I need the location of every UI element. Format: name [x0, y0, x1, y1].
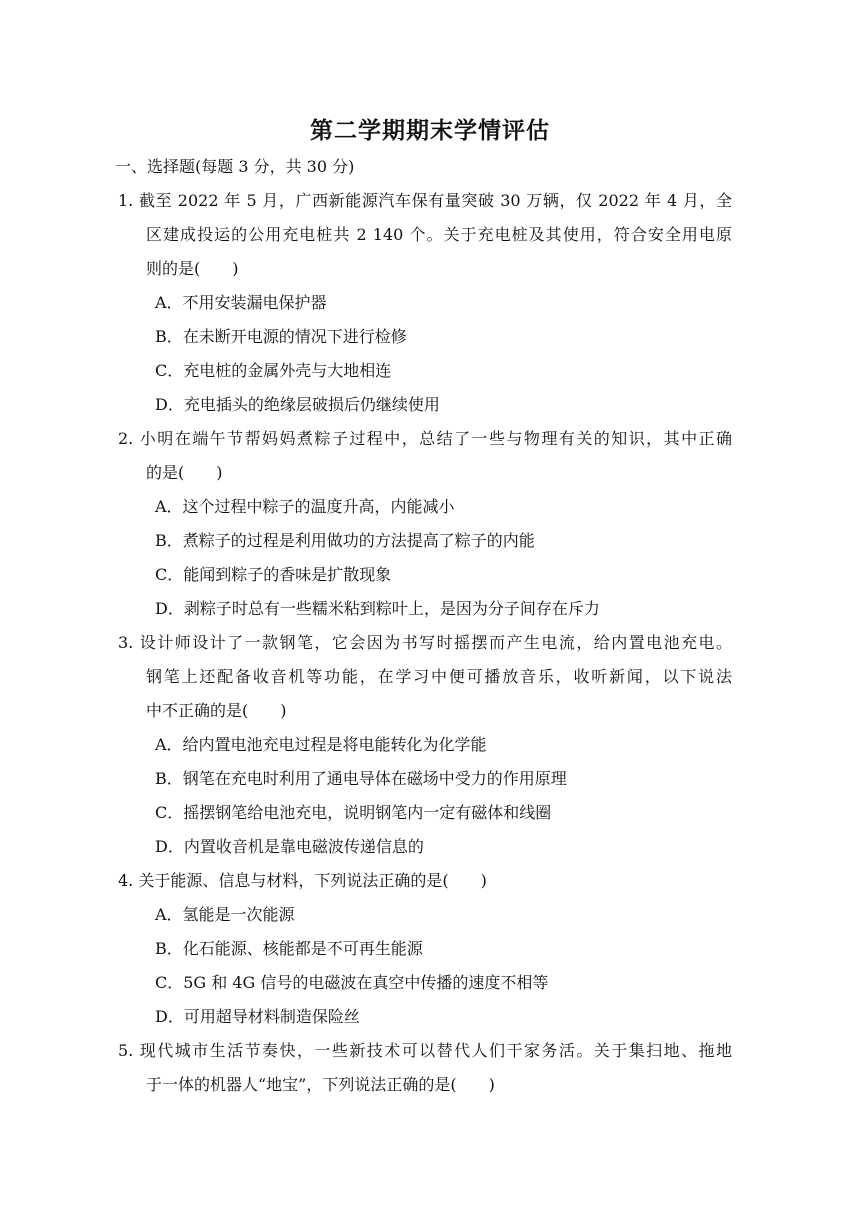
- question-3-line-2: 钢笔上还配备收音机等功能，在学习中便可播放音乐，收听新闻，以下说法: [146, 667, 732, 686]
- question-4-line-1: 4. 关于能源、信息与材料，下列说法正确的是( ): [118, 871, 487, 890]
- question-5-line-2: 于一体的机器人“地宝”，下列说法正确的是( ): [146, 1075, 495, 1094]
- question-1-line-3: 则的是( ): [146, 259, 239, 278]
- question-3-option-d: D．内置收音机是靠电磁波传递信息的: [155, 837, 424, 856]
- question-4-option-c: C．5G 和 4G 信号的电磁波在真空中传播的速度不相等: [155, 973, 549, 992]
- question-3-line-1: 3. 设计师设计了一款钢笔，它会因为书写时摇摆而产生电流，给内置电池充电。: [118, 633, 732, 652]
- question-1-option-c: C．充电桩的金属外壳与大地相连: [155, 361, 392, 380]
- question-3-line-3: 中不正确的是( ): [146, 701, 287, 720]
- question-3-option-b: B．钢笔在充电时利用了通电导体在磁场中受力的作用原理: [155, 769, 567, 788]
- question-4-option-d: D．可用超导材料制造保险丝: [155, 1007, 360, 1026]
- question-4-option-b: B．化石能源、核能都是不可再生能源: [155, 939, 423, 958]
- question-2-option-d: D．剥粽子时总有一些糯米粘到粽叶上，是因为分子间存在斥力: [155, 599, 600, 618]
- question-4-option-a: A．氢能是一次能源: [155, 905, 295, 924]
- question-1-option-b: B．在未断开电源的情况下进行检修: [155, 327, 407, 346]
- question-5-line-1: 5. 现代城市生活节奏快，一些新技术可以替代人们干家务活。关于集扫地、拖地: [118, 1041, 732, 1060]
- question-1-option-a: A．不用安装漏电保护器: [155, 293, 327, 312]
- question-1-line-2: 区建成投运的公用充电桩共 2 140 个。关于充电桩及其使用，符合安全用电原: [146, 225, 732, 244]
- page-title: 第二学期期末学情评估: [310, 118, 550, 144]
- question-2-option-c: C．能闻到粽子的香味是扩散现象: [155, 565, 392, 584]
- section-heading: 一、选择题(每题 3 分，共 30 分): [115, 157, 355, 176]
- question-2-line-2: 的是( ): [146, 463, 223, 482]
- question-2-option-a: A．这个过程中粽子的温度升高，内能减小: [155, 497, 455, 516]
- question-1-option-d: D．充电插头的绝缘层破损后仍继续使用: [155, 395, 440, 414]
- question-1-line-1: 1. 截至 2022 年 5 月，广西新能源汽车保有量突破 30 万辆，仅 2022 年 4 月，全: [118, 191, 732, 210]
- question-2-option-b: B．煮粽子的过程是利用做功的方法提高了粽子的内能: [155, 531, 535, 550]
- question-2-line-1: 2. 小明在端午节帮妈妈煮粽子过程中，总结了一些与物理有关的知识，其中正确: [118, 429, 732, 448]
- question-3-option-a: A．给内置电池充电过程是将电能转化为化学能: [155, 735, 487, 754]
- question-3-option-c: C．摇摆钢笔给电池充电，说明钢笔内一定有磁体和线圈: [155, 803, 552, 822]
